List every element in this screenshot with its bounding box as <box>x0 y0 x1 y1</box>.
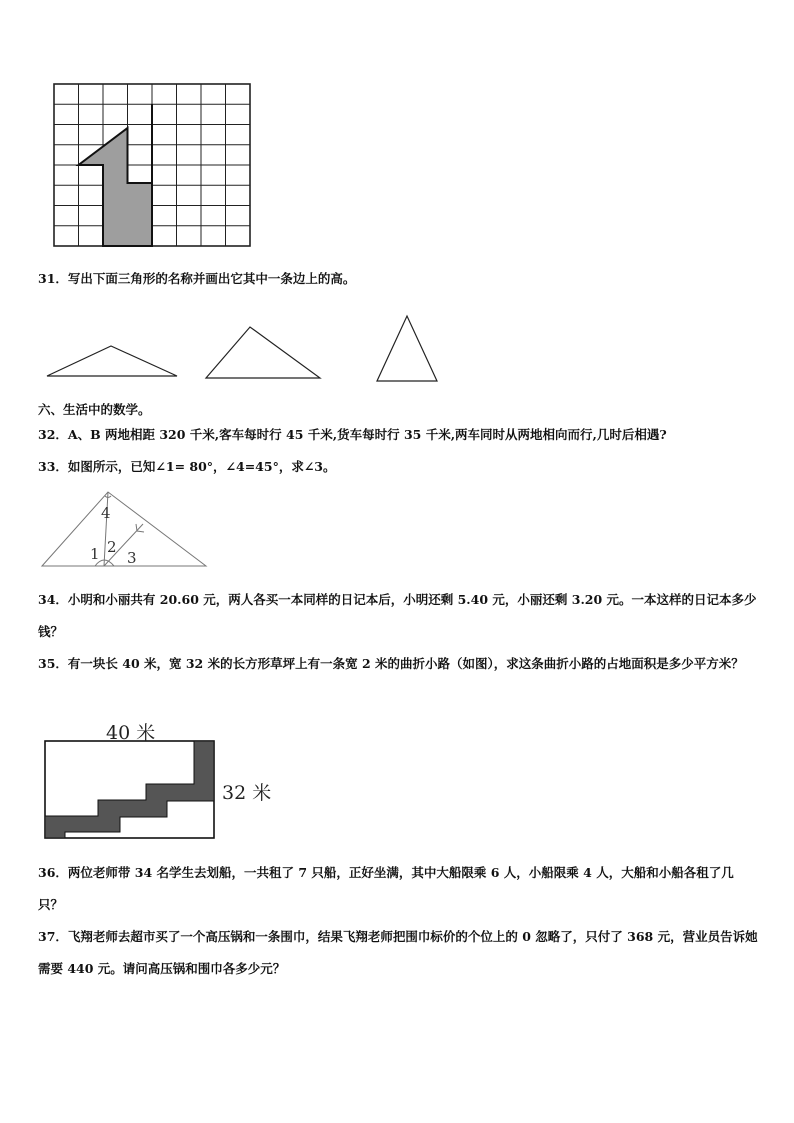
acute-triangle <box>377 316 437 381</box>
question-36: 36．两位老师带 34 名学生去划船，一共租了 7 只船，正好坐满，其中大船限乘 6 人，小船限乘 4 人，大船和小船各租了几只？ <box>38 865 734 912</box>
angle-figure <box>40 490 210 570</box>
angle-label-2: 2 <box>107 538 117 556</box>
angle-label-3: 3 <box>127 549 137 567</box>
question-34: 34．小明和小丽共有 20.60 元，两人各买一本同样的日记本后，小明还剩 5.40 元，小丽还剩 3.20 元。一本这样的日记本多少钱？ <box>38 592 757 639</box>
angle-label-1: 1 <box>90 545 100 563</box>
question-33: 33．如图所示，已知∠1= 80°，∠4=45°，求∠3。 <box>38 459 336 474</box>
question-37: 37．飞翔老师去超市买了一个高压锅和一条围巾，结果飞翔老师把围巾标价的个位上的 0 忽略了，只付了 368 元，营业员告诉她需要 440 元。请问高压锅和围巾各多少元？ <box>38 929 758 976</box>
angle-label-4: 4 <box>101 504 111 522</box>
winding-path <box>45 741 214 838</box>
right-triangle <box>206 327 320 378</box>
obtuse-triangle <box>47 346 177 376</box>
width-label: 32 米 <box>222 782 272 804</box>
length-label: 40 米 <box>106 722 156 744</box>
question-31: 31．写出下面三角形的名称并画出它其中一条边上的高。 <box>38 271 356 286</box>
grid-figure <box>53 83 253 249</box>
section-6-heading: 六、生活中的数学。 <box>38 402 151 417</box>
triangles-figure <box>44 312 444 384</box>
lawn-figure <box>40 716 290 844</box>
question-32: 32．A、B 两地相距 320 千米,客车每时行 45 千米,货车每时行 35 千米,两车同时从两地相向而行,几时后相遇? <box>38 427 667 442</box>
shaded-shape <box>79 104 153 246</box>
question-35: 35．有一块长 40 米，宽 32 米的长方形草坪上有一条宽 2 米的曲折小路（如图），求这条曲折小路的占地面积是多少平方米？ <box>38 656 744 671</box>
